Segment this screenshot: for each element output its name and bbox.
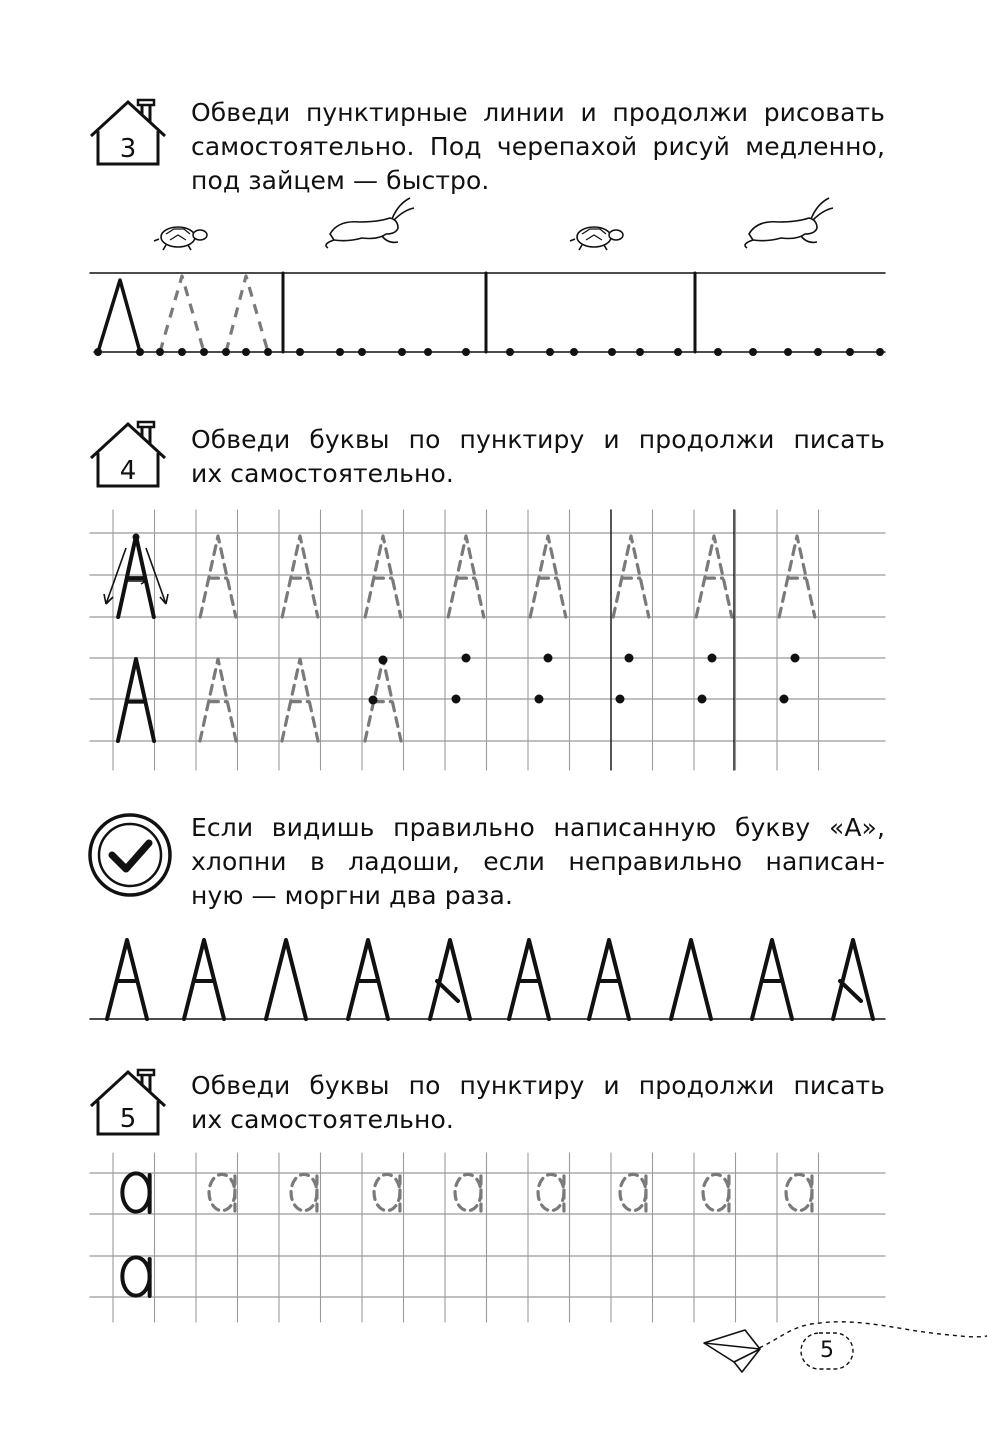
hare-ears [392, 198, 414, 220]
dashed-letter-A [696, 536, 732, 617]
dashed-letter-A [200, 536, 236, 617]
letter-variant [752, 940, 792, 1019]
dashed-letter-A [365, 536, 401, 617]
guide-dot [535, 695, 544, 704]
dashed-letter-A [779, 536, 815, 617]
guide-dot [708, 654, 717, 663]
page-number: 5 [820, 1338, 834, 1363]
task3-dot [296, 348, 304, 356]
guide-dot [379, 656, 388, 665]
hare-body [330, 218, 398, 241]
task3-dot [94, 348, 102, 356]
task3-dot [546, 348, 554, 356]
task3-dot [264, 348, 272, 356]
instruction-line: Обведи пунктирные линии и продолжи рисовать [191, 98, 885, 127]
task3-dot [358, 348, 366, 356]
dashed-letter-a [538, 1174, 564, 1210]
turtle-icon [570, 227, 623, 250]
task3-dot [506, 348, 514, 356]
dashed-letter-A [200, 659, 236, 741]
dashed-letter-a [374, 1174, 400, 1210]
task3-dot [876, 348, 884, 356]
turtle-icon [154, 227, 207, 250]
dashed-letter-a [786, 1174, 812, 1210]
instruction-line: самостоятельно. Под черепахой рисуй медленно, [191, 132, 885, 161]
letter-variant [833, 940, 873, 1019]
task3-dashed-stroke [226, 276, 268, 352]
task3-dot [784, 348, 792, 356]
task3-dot [674, 348, 682, 356]
task3-dot [156, 348, 164, 356]
turtle-shell [577, 227, 611, 247]
instruction-line: ную — моргни два раза. [191, 881, 514, 910]
dashed-letter-a [209, 1174, 235, 1210]
task3-dot [462, 348, 470, 356]
task3-dot [814, 348, 822, 356]
letter-variant [430, 940, 470, 1019]
dashed-letter-A [448, 536, 484, 617]
letter-variant [589, 940, 629, 1019]
paper-plane-icon [704, 1330, 760, 1372]
task3-dot [136, 348, 144, 356]
letter-variant [266, 940, 306, 1019]
task3-sample-stroke [98, 280, 140, 352]
turtle-head [609, 230, 623, 240]
dashed-letter-a [291, 1174, 317, 1210]
task3-dot [242, 348, 250, 356]
hare-icon [745, 198, 833, 248]
hare-ears [811, 198, 833, 220]
task3-dot [178, 348, 186, 356]
instruction-line: их самостоятельно. [191, 1105, 454, 1134]
task3-dot [714, 348, 722, 356]
letter-variant [671, 940, 711, 1019]
sample-letter-A [118, 659, 154, 741]
guide-dot [369, 696, 378, 705]
task3-dot [636, 348, 644, 356]
hare-icon [326, 198, 414, 248]
start-dot [133, 534, 140, 541]
task-number: 3 [119, 134, 137, 164]
instruction-line: хлопни в ладоши, если неправильно написан- [191, 847, 885, 876]
task3-dot [846, 348, 854, 356]
instruction-line: Обведи буквы по пунктиру и продолжи писать [191, 425, 885, 454]
guide-dot [616, 695, 625, 704]
task3-dot [336, 348, 344, 356]
dashed-letter-A [282, 659, 318, 741]
instruction-line: Обведи буквы по пунктиру и продолжи писать [191, 1071, 885, 1100]
task3-dot [398, 348, 406, 356]
dashed-letter-a [620, 1174, 646, 1210]
turtle-head [193, 230, 207, 240]
guide-dot [625, 654, 634, 663]
guide-dot [780, 695, 789, 704]
sample-letter-a [122, 1257, 149, 1295]
guide-dot [544, 654, 553, 663]
turtle-shell [161, 227, 195, 247]
dashed-letter-A [613, 536, 649, 617]
guide-dot [791, 654, 800, 663]
instruction-line: Если видишь правильно написанную букву «А», [191, 813, 885, 842]
task3-dot [200, 348, 208, 356]
guide-dot [452, 695, 461, 704]
task-number: 4 [119, 456, 137, 486]
dashed-letter-a [455, 1174, 481, 1210]
letter-variant [184, 940, 224, 1019]
task-number: 5 [119, 1104, 137, 1134]
instruction-line: под зайцем — быстро. [191, 166, 490, 195]
dashed-letter-A [530, 536, 566, 617]
guide-dot [698, 695, 707, 704]
task3-dot [424, 348, 432, 356]
letter-variant [509, 940, 549, 1019]
dashed-letter-a [703, 1174, 729, 1210]
task3-dashed-stroke [160, 276, 204, 352]
hare-body [749, 218, 817, 241]
task3-dot [749, 348, 757, 356]
flight-path [752, 1322, 987, 1351]
task3-dot [570, 348, 578, 356]
task3-dot [222, 348, 230, 356]
dashed-letter-A [282, 536, 318, 617]
letter-variant [348, 940, 388, 1019]
instruction-line: их самостоятельно. [191, 459, 454, 488]
sample-letter-a [122, 1173, 149, 1211]
letter-variant [107, 940, 147, 1019]
guide-dot [462, 654, 471, 663]
task3-dot [608, 348, 616, 356]
sample-letter-A [118, 536, 154, 617]
